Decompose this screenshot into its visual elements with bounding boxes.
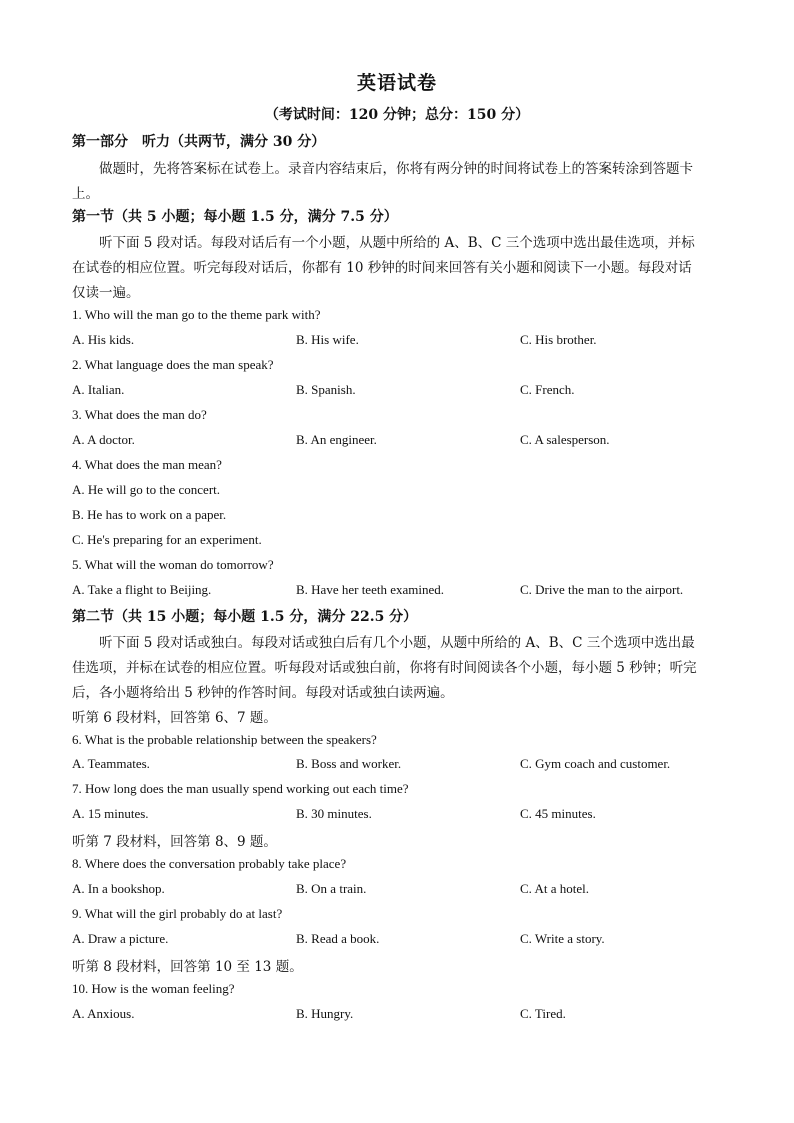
q3-option-c: C. A salesperson.	[520, 432, 610, 447]
q4-option-c: C. He's preparing for an experiment.	[72, 532, 262, 547]
q5-option-b: B. Have her teeth examined.	[296, 582, 444, 597]
exam-title: 英语试卷	[356, 72, 437, 94]
q6-option-c: C. Gym coach and customer.	[520, 756, 671, 771]
q5-option-c: C. Drive the man to the airport.	[520, 582, 684, 597]
question-4: 4. What does the man mean?	[72, 457, 222, 472]
q1-option-c: C. His brother.	[520, 332, 597, 347]
q7-option-a: A. 15 minutes.	[72, 806, 149, 821]
q7-option-b: B. 30 minutes.	[296, 806, 372, 821]
question-7: 7. How long does the man usually spend working out each time?	[72, 781, 409, 796]
q9-option-b: B. Read a book.	[296, 931, 380, 946]
section2-instruction-line1: 听下面 5 段对话或独白。每段对话或独白后有几个小题，从题中所给的 A、B、C 三个选项中选出最	[99, 635, 695, 651]
q8-option-c: C. At a hotel.	[520, 881, 589, 896]
exam-subtitle: （考试时间：120 分钟；总分：150 分）	[264, 107, 530, 123]
section1-instruction-line1: 听下面 5 段对话。每段对话后有一个小题，从题中所给的 A、B、C 三个选项中选出最佳选项，并标	[99, 235, 695, 251]
q4-option-a: A. He will go to the concert.	[72, 482, 221, 497]
q3-option-b: B. An engineer.	[296, 432, 377, 447]
q9-option-a: A. Draw a picture.	[72, 931, 169, 946]
question-5: 5. What will the woman do tomorrow?	[72, 557, 274, 572]
material-7-note: 听第 7 段材料，回答第 8、9 题。	[72, 834, 277, 850]
section2-heading: 第二节（共 15 小题；每小题 1.5 分，满分 22.5 分）	[72, 609, 418, 625]
q9-option-c: C. Write a story.	[520, 931, 605, 946]
part1-instruction-line2: 上。	[72, 186, 99, 202]
part1-heading: 第一部分 听力（共两节，满分 30 分）	[72, 134, 326, 150]
q1-option-a: A. His kids.	[72, 332, 135, 347]
q2-option-a: A. Italian.	[72, 382, 125, 397]
q6-option-a: A. Teammates.	[72, 756, 150, 771]
question-10: 10. How is the woman feeling?	[72, 981, 235, 996]
question-3: 3. What does the man do?	[72, 407, 207, 422]
q7-option-c: C. 45 minutes.	[520, 806, 596, 821]
material-6-note: 听第 6 段材料，回答第 6、7 题。	[72, 710, 277, 726]
question-9: 9. What will the girl probably do at last?	[72, 906, 283, 921]
q10-option-b: B. Hungry.	[296, 1006, 354, 1021]
section1-heading: 第一节（共 5 小题；每小题 1.5 分，满分 7.5 分）	[72, 209, 398, 225]
q2-option-b: B. Spanish.	[296, 382, 356, 397]
part1-instruction-line1: 做题时，先将答案标在试卷上。录音内容结束后，你将有两分钟的时间将试卷上的答案转涂到答题卡	[99, 161, 693, 177]
question-8: 8. Where does the conversation probably take place?	[72, 856, 347, 871]
q10-option-a: A. Anxious.	[72, 1006, 135, 1021]
q5-option-a: A. Take a flight to Beijing.	[72, 582, 212, 597]
q8-option-a: A. In a bookshop.	[72, 881, 165, 896]
question-2: 2. What language does the man speak?	[72, 357, 274, 372]
q8-option-b: B. On a train.	[296, 881, 367, 896]
question-6: 6. What is the probable relationship between the speakers?	[72, 732, 377, 747]
q2-option-c: C. French.	[520, 382, 575, 397]
section1-instruction-line2: 在试卷的相应位置。听完每段对话后，你都有 10 秒钟的时间来回答有关小题和阅读下一小题。每段对话	[72, 260, 692, 276]
q4-option-b: B. He has to work on a paper.	[72, 507, 227, 522]
q1-option-b: B. His wife.	[296, 332, 359, 347]
q6-option-b: B. Boss and worker.	[296, 756, 402, 771]
q3-option-a: A. A doctor.	[72, 432, 135, 447]
section2-instruction-line2: 佳选项，并标在试卷的相应位置。听每段对话或独白前，你将有时间阅读各个小题，每小题 5 秒钟；听完	[72, 660, 697, 676]
section2-instruction-line3: 后，各小题将给出 5 秒钟的作答时间。每段对话或独白读两遍。	[72, 685, 454, 701]
section1-instruction-line3: 仅读一遍。	[72, 285, 140, 301]
material-8-note: 听第 8 段材料，回答第 10 至 13 题。	[72, 959, 303, 975]
q10-option-c: C. Tired.	[520, 1006, 566, 1021]
question-1: 1. Who will the man go to the theme park with?	[72, 307, 321, 322]
